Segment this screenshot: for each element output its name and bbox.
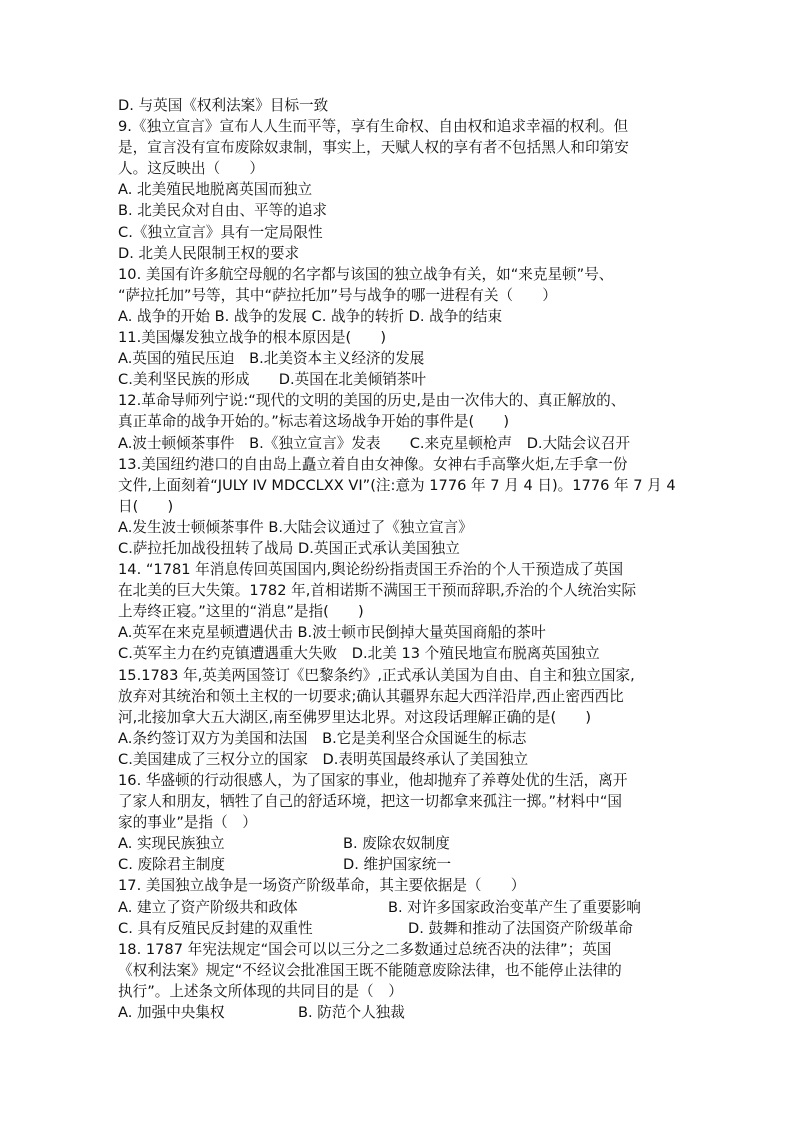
- option-a: A. 实现民族独立: [118, 835, 225, 853]
- text-line: 家的事业”是指（ ）: [118, 814, 257, 832]
- option-c: C. 废除君主制度: [118, 856, 226, 874]
- text-line: 日( ): [118, 497, 174, 515]
- text-line: 11.美国爆发独立战争的根本原因是( ): [118, 329, 387, 347]
- option-row: [118, 833, 680, 854]
- text-line: 14. “1781 年消息传回英国国内,舆论纷纷指责国王乔治的个人干预造成了英国: [118, 561, 624, 579]
- text-line: A. 北美殖民地脱离英国而独立: [118, 181, 313, 199]
- option-d: D. 维护国家统一: [343, 856, 452, 874]
- text-line: 真正革命的战争开始的。”标志着这场战争开始的事件是( ): [118, 413, 510, 431]
- text-line: C.萨拉托加战役扭转了战局 D.英国正式承认美国独立: [118, 539, 460, 557]
- text-line: 河,北接加拿大五大湖区,南至佛罗里达北界。对这段话理解正确的是( ): [118, 708, 592, 726]
- text-line: 12.革命导师列宁说:“现代的文明的美国的历史,是由一次伟大的、真正解放的、: [118, 392, 626, 410]
- option-b: B. 防范个人独裁: [298, 1004, 405, 1022]
- text-line: 了家人和朋友，牺牲了自己的舒适环境，把这一切都拿来孤注一掷。”材料中“国: [118, 793, 623, 811]
- question-stem: 《权利法案》规定“不经议会批准国王既不能随意废除法律，也不能停止法律的: [118, 961, 622, 979]
- text-line: 15.1783 年,英美两国签订《巴黎条约》,正式承认美国为自由、自主和独立国家,: [118, 666, 635, 684]
- text-line: “萨拉托加”号等，其中“萨拉托加”号与战争的哪一进程有关（ ）: [118, 286, 557, 304]
- option-row: [118, 1002, 680, 1023]
- text-line: 文件,上面刻着“JULY IV MDCCLXX VI”(注:意为 1776 年 7 月 4 日)。1776 年 7 月 4: [118, 476, 676, 494]
- text-line: 16. 华盛顿的行动很感人，为了国家的事业，他却抛弃了养尊处优的生活，离开: [118, 772, 628, 789]
- text-line: A. 战争的开始 B. 战争的发展 C. 战争的转折 D. 战争的结束: [118, 307, 503, 325]
- option-row: [118, 897, 680, 918]
- text-line: C.《独立宣言》具有一定局限性: [118, 223, 323, 241]
- text-line: 上寿终正寝。”这里的“消息”是指( ): [118, 603, 364, 621]
- text-line: A.英国的殖民压迫 B.北美资本主义经济的发展: [118, 350, 425, 368]
- option-b: B. 对许多国家政治变革产生了重要影响: [388, 898, 641, 916]
- option-c: C. 具有反殖民反封建的双重性: [118, 919, 313, 937]
- text-line: A.波士顿倾茶事件 B.《独立宣言》发表 C.来克星顿枪声 D.大陆会议召开: [118, 434, 631, 452]
- text-line: 9.《独立宣言》宣布人人生而平等，享有生命权、自由权和追求幸福的权利。但: [118, 118, 629, 136]
- text-line: C.美国建成了三权分立的国家 D.表明英国最终承认了美国独立: [118, 750, 529, 768]
- text-line: A.发生波士顿倾茶事件 B.大陆会议通过了《独立宣言》: [118, 518, 473, 536]
- option-a: A. 建立了资产阶级共和政体: [118, 898, 298, 916]
- option-d: D. 鼓舞和推动了法国资产阶级革命: [408, 919, 633, 937]
- option-row: [118, 918, 680, 939]
- text-line: 是，宣言没有宣布废除奴隶制，事实上，天赋人权的享有者不包括黑人和印第安: [118, 139, 629, 157]
- text-line: 人。这反映出（ ）: [118, 160, 264, 178]
- text-line: C.英军主力在约克镇遭遇重大失败 D.北美 13 个殖民地宣布脱离英国独立: [118, 645, 600, 663]
- option-b: B. 废除农奴制度: [343, 835, 450, 853]
- text-line: A.条约签订双方为美国和法国 B.它是美利坚合众国诞生的标志: [118, 729, 527, 747]
- text-line: 在北美的巨大失策。1782 年,首相诺斯不满国王干预而辞职,乔治的个人统治实际: [118, 582, 637, 600]
- text-line: 10. 美国有许多航空母舰的名字都与该国的独立战争有关，如“来克星顿”号、: [118, 265, 614, 283]
- text-line: 放弃对其统治和领土主权的一切要求;确认其疆界东起大西洋沿岸,西止密西西比: [118, 687, 624, 705]
- question-stem: 18. 1787 年宪法规定“国会可以以三分之二多数通过总统否决的法律”；英国: [118, 940, 612, 958]
- option-row: [118, 854, 680, 875]
- text-line: C.美利坚民族的形成 D.英国在北美倾销茶叶: [118, 371, 426, 389]
- question-stem: 执行”。上述条文所体现的共同目的是（ ）: [118, 982, 403, 1000]
- question-stem: 17. 美国独立战争是一场资产阶级革命，其主要依据是（ ）: [118, 877, 526, 895]
- text-line: B. 北美民众对自由、平等的追求: [118, 202, 328, 220]
- text-line: D. 与英国《权利法案》目标一致: [118, 97, 329, 114]
- text-line: D. 北美人民限制王权的要求: [118, 244, 300, 262]
- text-line: A.英军在来克星顿遭遇伏击 B.波士顿市民倒掉大量英国商船的茶叶: [118, 624, 546, 642]
- option-a: A. 加强中央集权: [118, 1004, 225, 1022]
- text-line: 13.美国纽约港口的自由岛上矗立着自由女神像。女神右手高擎火炬,左手拿一份: [118, 455, 628, 473]
- question-text-block: [118, 95, 680, 1023]
